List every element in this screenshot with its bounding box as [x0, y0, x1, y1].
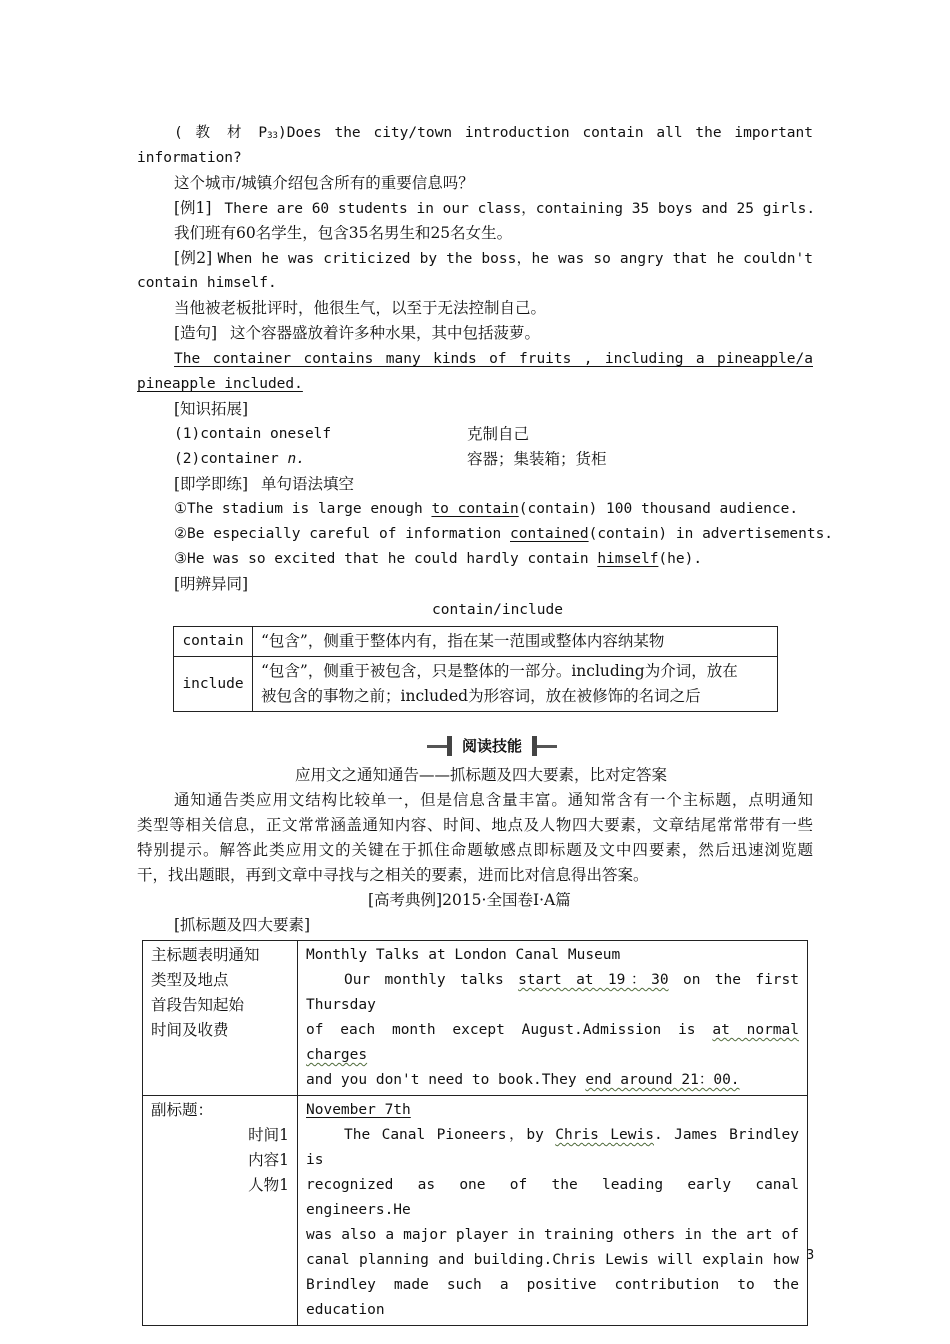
note-line: 类型及地点 — [151, 971, 229, 989]
practice-sentence-2 — [174, 523, 833, 545]
sentence-text: (contain) 100 thousand audience. — [518, 501, 799, 517]
example-source: [高考典例]2015·全国卷Ⅰ·A篇 — [368, 891, 571, 909]
answer-blank: contained — [510, 526, 589, 542]
key-element: at normal charges — [306, 1022, 799, 1063]
practice-title: 单句语法填空 — [261, 475, 355, 493]
page-ref-sub: 33 — [267, 131, 278, 141]
analysis-note — [143, 941, 298, 1096]
passage-line: recognized as one of the leading early canal engineers.He — [306, 1177, 799, 1218]
passage-text: and you don't need to book.They — [306, 1072, 577, 1088]
practice-sentence-3 — [174, 548, 702, 570]
question-text: )Does the city/town introduction contain all the important — [277, 125, 813, 141]
textbook-question — [174, 122, 813, 147]
key-element: end around 21：00. — [585, 1072, 740, 1088]
expansion-item-1-meaning: 克制自己 — [467, 425, 530, 443]
passage-line: Brindley made such a positive contribution to the education — [306, 1277, 799, 1318]
key-element: Chris Lewis — [555, 1127, 654, 1143]
skill-heading: 应用文之通知通告——抓标题及四大要素，比对定答案 — [295, 766, 668, 784]
sentence-text: (he). — [658, 551, 703, 567]
analysis-label: [抓标题及四大要素] — [174, 916, 311, 934]
passage-text: on the first Thursday — [306, 972, 799, 1013]
passage-paragraph — [298, 941, 808, 1096]
example-2-translation: 当他被老板批评时，他很生气，以至于无法控制自己。 — [174, 299, 547, 317]
passage-line — [306, 1098, 799, 1123]
note-line: 时间及收费 — [151, 1021, 229, 1039]
textbook-ref: ( 教 材 P — [174, 125, 268, 141]
passage-paragraph — [298, 1096, 808, 1326]
table-row — [143, 1096, 808, 1326]
passage-line: canal planning and building.Chris Lewis will explain how — [306, 1252, 799, 1268]
table-row — [143, 941, 808, 1096]
question-translation: 这个城市/城镇介绍包含所有的重要信息吗？ — [174, 174, 474, 192]
part-of-speech: n. — [287, 451, 305, 467]
sentence-making-label: [造句] — [174, 324, 218, 342]
page-number: 3 — [806, 1248, 815, 1263]
sentence-text: ①The stadium is large enough — [174, 501, 423, 517]
passage-line — [306, 1068, 799, 1093]
skill-paragraph-line: 类型等相关信息，正文常常涵盖通知内容、时间、地点及人物四大要素，文章结尾常常带有一些 — [137, 816, 813, 834]
passage-line — [306, 1123, 799, 1173]
key-element: November 7th — [306, 1102, 411, 1118]
answer-blank: to contain — [431, 501, 519, 517]
sentence-making-answer-line2: pineapple included. — [137, 376, 303, 392]
question-text-line2: information? — [137, 150, 242, 166]
key-element: start at 19：30 — [518, 972, 669, 988]
example-1-translation: 我们班有60名学生，包含35名男生和25名女生。 — [174, 224, 513, 242]
compare-label: [明辨异同] — [174, 575, 249, 593]
practice-sentence-1 — [174, 498, 798, 520]
skill-paragraph-line: 通知通告类应用文结构比较单一，但是信息含量丰富。通知常含有一个主标题，点明通知 — [174, 791, 813, 809]
note-line: 副标题： — [151, 1101, 214, 1119]
expansion-item-2-word: (2)container — [174, 451, 279, 467]
passage-title: Monthly Talks at London Canal Museum — [306, 947, 621, 963]
compare-title: contain/include — [432, 602, 563, 618]
knowledge-expansion-label: [知识拓展] — [174, 400, 249, 418]
section-banner — [427, 736, 557, 756]
practice-heading — [174, 473, 354, 495]
sentence-text: ②Be especially careful of information — [174, 526, 502, 542]
note-line: 主标题表明通知 — [151, 946, 260, 964]
sentence-making-answer: The container contains many kinds of fruits , including a pineapple/a — [174, 351, 813, 367]
expansion-item-2-meaning: 容器；集装箱；货柜 — [467, 450, 607, 468]
passage-line — [306, 1018, 799, 1068]
table-row — [174, 627, 778, 657]
passage-line: was also a major player in training others in the art of — [306, 1227, 799, 1243]
sentence-making — [174, 322, 540, 344]
passage-text: Our monthly talks — [344, 972, 504, 988]
sentence-making-prompt: 这个容器盛放着许多种水果，其中包括菠萝。 — [230, 324, 541, 342]
compare-table — [173, 626, 778, 712]
banner-title: 阅读技能 — [461, 737, 522, 755]
example-2 — [174, 247, 813, 270]
analysis-table — [142, 940, 808, 1326]
passage-text: of each month except August.Admission is — [306, 1022, 696, 1038]
description-line: “包含”，侧重于被包含，只是整体的一部分。including为介词，放在 — [261, 662, 738, 680]
example-2-label: [例2] — [174, 249, 213, 267]
skill-paragraph-line: 特别提示。解答此类应用文的关键在于抓住命题敏感点即标题及文中四要素，然后迅速浏览题 — [137, 841, 813, 859]
example-1-text: There are 60 students in our class，containing 35 boys and 25 girls. — [224, 201, 816, 217]
compare-description: “包含”，侧重于整体内有，指在某一范围或整体内容纳某物 — [253, 627, 778, 657]
compare-description — [253, 657, 778, 712]
expansion-item-2 — [174, 448, 305, 470]
table-row — [174, 657, 778, 712]
example-1-label: [例1] — [174, 199, 212, 217]
example-2-text: When he was criticized by the boss，he was so angry that he couldn't — [217, 251, 813, 267]
note-line: 人物1 — [248, 1176, 289, 1194]
sentence-text: ③He was so excited that he could hardly contain — [174, 551, 589, 567]
skill-paragraph-line: 干，找出题眼，再到文章中寻找与之相关的要素，进而比对信息得出答案。 — [137, 866, 649, 884]
example-1 — [174, 197, 815, 220]
analysis-note — [143, 1096, 298, 1326]
sentence-text: (contain) in advertisements. — [588, 526, 834, 542]
description-line: 被包含的事物之前；included为形容词，放在被修饰的名词之后 — [261, 687, 701, 705]
practice-label: [即学即练] — [174, 475, 249, 493]
note-line: 内容1 — [248, 1151, 289, 1169]
expansion-item-1: (1)contain oneself — [174, 426, 332, 442]
compare-word: contain — [174, 627, 253, 657]
example-2-line2: contain himself. — [137, 275, 277, 291]
passage-text: The Canal Pioneers，by — [344, 1127, 544, 1143]
passage-text: . James Brindley is — [306, 1127, 800, 1168]
passage-line — [306, 968, 799, 1018]
note-line: 时间1 — [248, 1126, 289, 1144]
note-line: 首段告知起始 — [151, 996, 245, 1014]
compare-word: include — [174, 657, 253, 712]
answer-blank: himself — [597, 551, 659, 567]
